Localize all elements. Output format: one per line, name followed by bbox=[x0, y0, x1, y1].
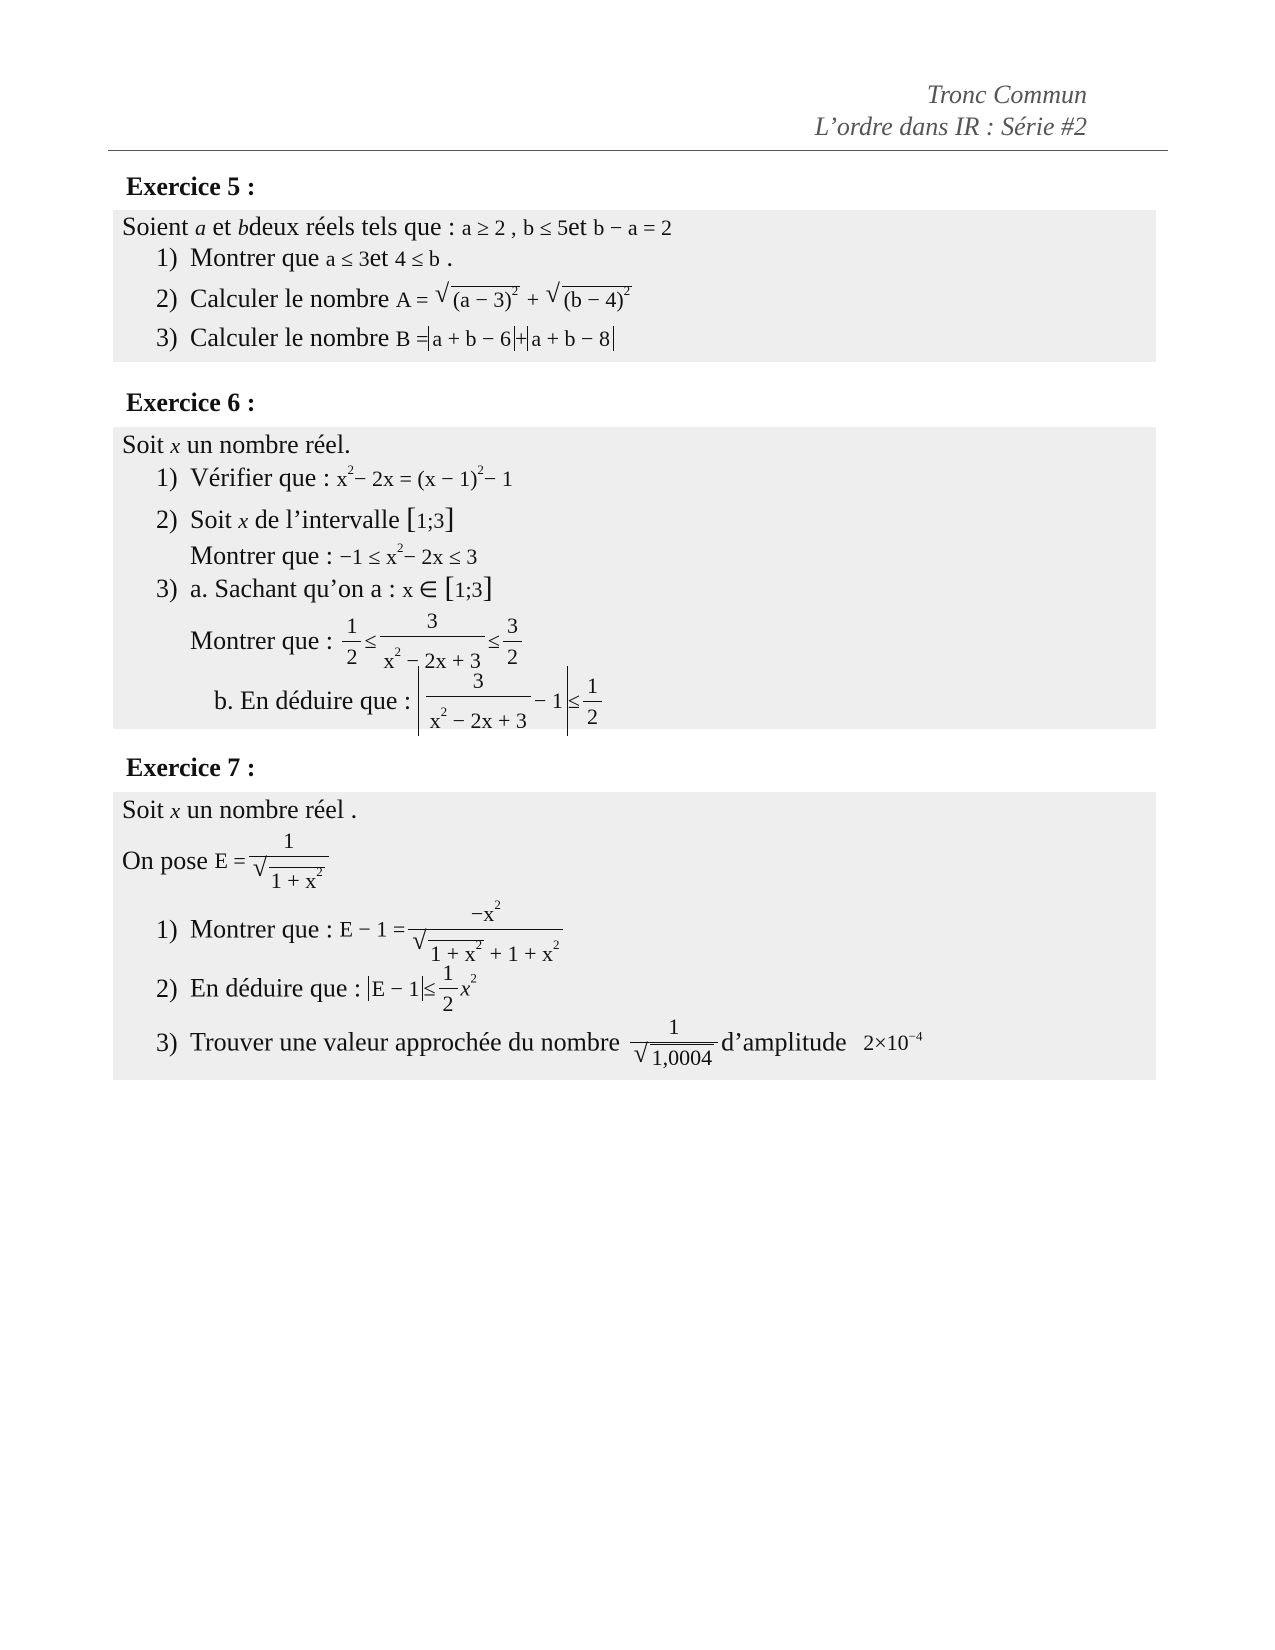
header-divider bbox=[108, 150, 1168, 151]
sqrt-b-minus-4: √ $(b - 4)^2$ bbox=[545, 279, 631, 312]
ex6-question-2: 2) Soit x de l’intervalle [1;3] bbox=[156, 502, 455, 535]
ex6-question-1: 1) Vérifier que : $x^2- 2x = (x - 1)^2- 1$ bbox=[156, 462, 513, 492]
ex7-intro: Soit x un nombre réel . bbox=[122, 795, 358, 824]
exercise-5-title: Exercice 5 : bbox=[126, 172, 256, 201]
exercise-7-title: Exercice 7 : bbox=[126, 753, 256, 782]
sqrt-a-minus-3: √ $(a - 3)^2$ bbox=[434, 279, 519, 312]
ex5-intro: Soient a et bdeux réels tels que : a ≥ 2 , b ≤ 5et b − a = 2 bbox=[122, 212, 672, 241]
exercise-6-title: Exercice 6 : bbox=[126, 388, 256, 417]
ex6-intro: Soit x un nombre réel. bbox=[122, 430, 351, 459]
ex5-question-3: 3) Calculer le nombre B = a + b − 6 + a + b − 8 bbox=[156, 323, 614, 353]
ex7-question-2: 2) En déduire que : E − 1 ≤ $\frac{1}{2}$ $x^2$ bbox=[156, 960, 477, 1016]
ex7-question-1: 1) Montrer que : E − 1 = $-x^2$ √ $1 + x^2 + 1 + x^2$ bbox=[156, 890, 566, 969]
ex5-question-1: 1) Montrer que a ≤ 3et 4 ≤ b . bbox=[156, 243, 453, 272]
ex6-question-2-show: Montrer que : $-1 \le x^2- 2x \le 3$ bbox=[190, 540, 478, 570]
header-course: Tronc Commun bbox=[926, 80, 1087, 109]
ex5-question-2: 2) Calculer le nombre A = √ $(a - 3)^2$ + √ $(b - 4)^2$ bbox=[156, 279, 631, 313]
ex7-definition: On pose E = 1 √ $1 + x^2$ bbox=[122, 826, 332, 896]
ex7-question-3: 3) Trouver une valeur approchée du nombre 1 √ 1,0004 d’amplitude $2\times 10^{-4}$ bbox=[156, 1014, 923, 1070]
ex6-question-3b: b. En déduire que : $\frac{3}{x^2 - 2x + 3}$ − 1 ≤ $\frac{1}{2}$ bbox=[214, 666, 605, 736]
ex6-question-3a-show: Montrer que : $\frac{1}{2}$ ≤ $\frac{3}{x^2 - 2x + 3}$ ≤ $\frac{3}{2}$ bbox=[190, 606, 525, 676]
ex6-question-3a: 3) a. Sachant qu’on a : x ∈ [1;3] bbox=[156, 571, 493, 604]
header-series: L’ordre dans IR : Série #2 bbox=[814, 112, 1087, 141]
